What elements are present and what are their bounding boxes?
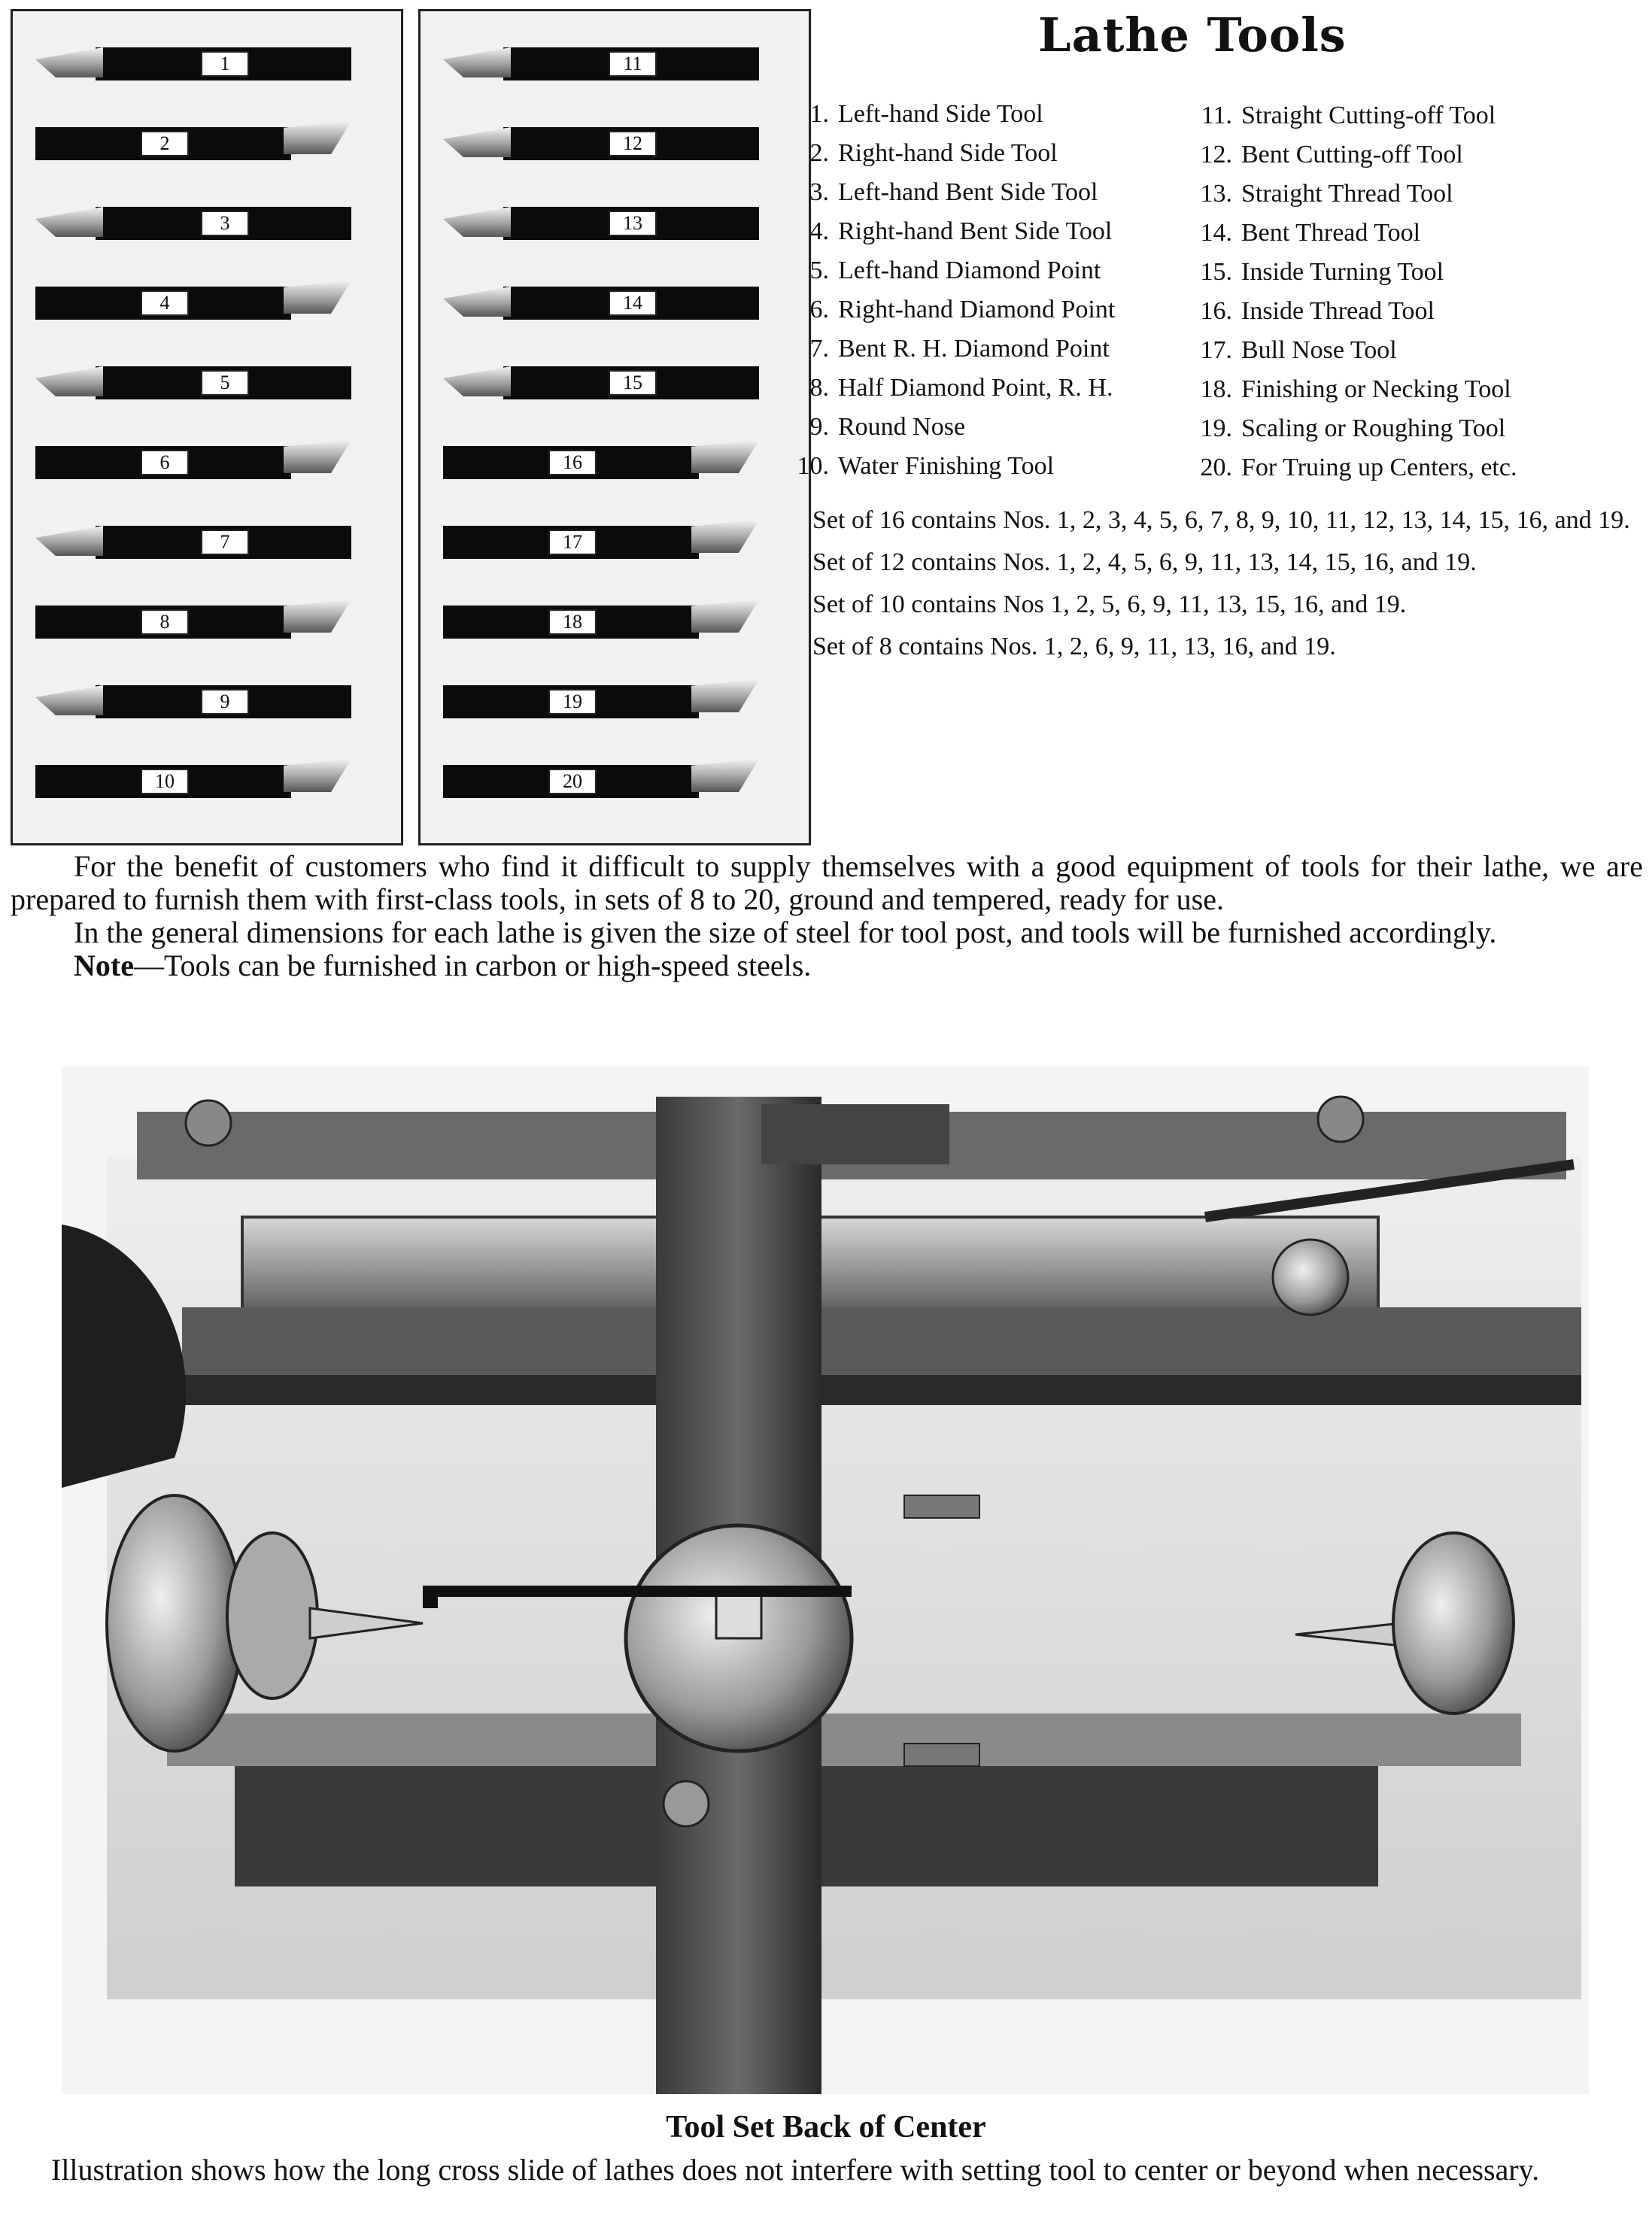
- tool-number-label: 4: [141, 290, 189, 316]
- tool-number-label: 10: [141, 769, 189, 794]
- tool-tip: [443, 127, 511, 157]
- tool-list-item: [788, 369, 1115, 408]
- tool-name: Bull Nose Tool: [1241, 336, 1397, 364]
- tool-tip: [284, 121, 351, 154]
- tool-photo-panel-right: [418, 9, 811, 845]
- slide-bolt: [1273, 1240, 1348, 1315]
- set-8: Set of 8 contains Nos. 1, 2, 6, 9, 11, 13, 16, and 19.: [812, 633, 1336, 660]
- tool-list-11-20: [1187, 96, 1517, 487]
- tool-tip: [284, 599, 351, 633]
- tool-list-item: [788, 329, 1115, 369]
- tool-number-label: 13: [609, 211, 657, 236]
- tool-list-item: [1187, 292, 1517, 331]
- note: [11, 949, 1643, 982]
- tool-number-label: 6: [141, 450, 189, 475]
- tool-list-item: [1187, 331, 1517, 370]
- set-12: Set of 12 contains Nos. 1, 2, 4, 5, 6, 9, 11, 13, 14, 15, 16, and 19.: [812, 548, 1477, 576]
- tool-number: 19.: [1200, 414, 1232, 442]
- tool-list-item: [788, 95, 1115, 134]
- carriage-block: [761, 1104, 949, 1164]
- tool-tip: [284, 440, 351, 473]
- tool-tip: [284, 281, 351, 314]
- tool-number: 9.: [809, 413, 829, 441]
- tool-number-label: 3: [201, 211, 249, 236]
- tool-photo-3: [35, 201, 359, 246]
- tool-photo-9: [35, 679, 359, 724]
- tool-list-item: [1187, 214, 1517, 253]
- tool-photo-15: [443, 360, 767, 405]
- note-label: Note: [74, 949, 134, 982]
- note-text: —Tools can be furnished in carbon or high-speed steels.: [133, 949, 812, 982]
- bolt-right: [1318, 1097, 1363, 1142]
- tool-name: Bent Cutting-off Tool: [1241, 141, 1463, 168]
- tool-number-label: 19: [548, 689, 597, 715]
- tool-name: Inside Turning Tool: [1241, 258, 1444, 286]
- set-16: Set of 16 contains Nos. 1, 2, 3, 4, 5, 6, 7, 8, 9, 10, 11, 12, 13, 14, 15, 16, and 19.: [812, 506, 1630, 534]
- tool-photo-7: [35, 520, 359, 565]
- tool-photo-12: [443, 121, 767, 166]
- tool-list-item: [788, 173, 1115, 212]
- tool-number-label: 7: [201, 530, 249, 555]
- tool-number-label: 2: [141, 131, 189, 156]
- tool-number: 15.: [1200, 258, 1232, 286]
- tool-photo-11: [443, 41, 767, 87]
- tool-tip: [443, 207, 511, 237]
- tool-number-label: 1: [201, 51, 249, 77]
- tool-number-label: 11: [609, 51, 657, 77]
- tool-photo-19: [443, 679, 767, 724]
- page-title: Lathe Tools: [1038, 8, 1347, 62]
- tool-photo-14: [443, 281, 767, 326]
- tool-number: 17.: [1200, 336, 1232, 364]
- bolt-left: [186, 1100, 231, 1146]
- headstock-pulley: [107, 1495, 242, 1751]
- tool-tip: [443, 47, 511, 77]
- tool-name: Water Finishing Tool: [838, 452, 1055, 480]
- tool-number-label: 5: [201, 370, 249, 396]
- tool-tip: [691, 759, 759, 792]
- tool-number: 18.: [1200, 375, 1232, 403]
- tool-number: 11.: [1201, 102, 1232, 129]
- tool-photo-13: [443, 201, 767, 246]
- bed-way-upper: [182, 1307, 1581, 1375]
- tool-number: 2.: [809, 139, 829, 167]
- tool-number-label: 8: [141, 609, 189, 635]
- photo-caption: Tool Set Back of Center: [666, 2110, 986, 2144]
- tool-name: Scaling or Roughing Tool: [1241, 414, 1506, 442]
- tool-number-label: 16: [548, 450, 597, 475]
- description: [11, 850, 1643, 982]
- set-10: Set of 10 contains Nos 1, 2, 5, 6, 9, 11, 13, 15, 16, and 19.: [812, 590, 1407, 618]
- tool-photo-2: [35, 121, 359, 166]
- tool-number: 1.: [809, 100, 829, 128]
- tailstock: [1393, 1533, 1514, 1713]
- tool-number-label: 20: [548, 769, 597, 794]
- tool-number: 12.: [1200, 141, 1232, 168]
- tool-number: 8.: [809, 374, 829, 402]
- tool-name: Straight Cutting-off Tool: [1241, 102, 1496, 129]
- tool-list-item: [788, 408, 1115, 447]
- tool-photo-6: [35, 440, 359, 485]
- tool-photo-8: [35, 599, 359, 645]
- bolt-bottom: [664, 1781, 709, 1826]
- tool-photo-1: [35, 41, 359, 87]
- tool-name: Half Diamond Point, R. H.: [838, 374, 1113, 402]
- tool-number-label: 14: [609, 290, 657, 316]
- tool-name: Left-hand Side Tool: [838, 100, 1043, 128]
- tool-tip: [35, 526, 103, 556]
- tool-number: 16.: [1200, 297, 1232, 325]
- tool-name: Finishing or Necking Tool: [1241, 375, 1511, 403]
- tool-tip: [691, 679, 759, 712]
- tool-name: Bent Thread Tool: [1241, 219, 1421, 247]
- tool-number-label: 9: [201, 689, 249, 715]
- tool-list-item: [1187, 135, 1517, 175]
- bed-way-lower: [167, 1713, 1521, 1766]
- tool-photo-panel-left: [11, 9, 403, 845]
- tool-sets: [812, 504, 1632, 672]
- tool-photo-20: [443, 759, 767, 804]
- bed-way-shadow: [107, 1375, 1581, 1405]
- tool-number: 5.: [809, 256, 829, 284]
- tool-number-label: 15: [609, 370, 657, 396]
- tool-list-item: [1187, 253, 1517, 292]
- tool-number: 7.: [809, 335, 829, 363]
- tool-photo-10: [35, 759, 359, 804]
- tool-post-screw: [716, 1593, 761, 1638]
- tool-name: Inside Thread Tool: [1241, 297, 1435, 325]
- tool-photo-18: [443, 599, 767, 645]
- paragraph-benefit: For the benefit of customers who find it difficult to supply themselves with a good equipment of tools for their lathe, we are prepared to furnish them with first-class tools, in sets of 8 to 20, ground and tempered, ready for use.: [11, 849, 1643, 916]
- tool-number: 6.: [809, 296, 829, 323]
- tool-list-item: [788, 251, 1115, 290]
- tool-list-item: [788, 290, 1115, 329]
- tool-list-item: [788, 447, 1115, 486]
- tool-photo-16: [443, 440, 767, 485]
- tool-number: 4.: [809, 217, 829, 245]
- tool-number: 3.: [809, 178, 829, 206]
- tool-list-item: [788, 134, 1115, 173]
- tool-number-label: 17: [548, 530, 597, 555]
- tool-number: 13.: [1200, 180, 1232, 208]
- tool-number-label: 12: [609, 131, 657, 156]
- tool-tip: [284, 759, 351, 792]
- paragraph-dimensions: In the general dimensions for each lathe is given the size of steel for tool post, and tools will be furnished accordingly.: [74, 915, 1497, 949]
- tool-name: Right-hand Side Tool: [838, 139, 1058, 167]
- tool-number-label: 18: [548, 609, 597, 635]
- tool-tip: [443, 366, 511, 396]
- lathe-photo: [62, 1067, 1589, 2094]
- tool-number: 10.: [797, 452, 829, 480]
- tool-tip: [691, 440, 759, 473]
- tool-tip: [691, 520, 759, 553]
- headstock-spindle: [227, 1533, 317, 1698]
- tool-tip: [691, 599, 759, 633]
- tool-tip: [35, 685, 103, 715]
- tool-name: Left-hand Bent Side Tool: [838, 178, 1098, 206]
- tool-tip: [35, 366, 103, 396]
- tool-list-item: [788, 212, 1115, 251]
- tool-tip: [443, 287, 511, 317]
- tool-list-item: [1187, 448, 1517, 487]
- tool-photo-4: [35, 281, 359, 326]
- tool-photo-17: [443, 520, 767, 565]
- tool-name: Right-hand Diamond Point: [838, 296, 1116, 323]
- tool-number: 20.: [1200, 454, 1232, 481]
- tool-photo-5: [35, 360, 359, 405]
- tool-list-1-10: [788, 95, 1115, 486]
- tool-name: Bent R. H. Diamond Point: [838, 335, 1110, 363]
- photo-footnote: Illustration shows how the long cross slide of lathes does not interfere with setting tool to center or beyond when necessary.: [51, 2153, 1540, 2187]
- tool-list-item: [1187, 409, 1517, 448]
- tool-tip: [35, 47, 103, 77]
- tool-name: Straight Thread Tool: [1241, 180, 1453, 208]
- tool-name: Left-hand Diamond Point: [838, 256, 1101, 284]
- tool-list-item: [1187, 96, 1517, 135]
- tool-name: Round Nose: [838, 413, 966, 441]
- tool-list-item: [1187, 370, 1517, 409]
- bolt-lower: [904, 1744, 979, 1766]
- tool-tip: [35, 207, 103, 237]
- bolt-upper: [904, 1495, 979, 1518]
- tool-number: 14.: [1200, 219, 1232, 247]
- tool-name: Right-hand Bent Side Tool: [838, 217, 1113, 245]
- tool-name: For Truing up Centers, etc.: [1241, 454, 1517, 481]
- tool-list-item: [1187, 175, 1517, 214]
